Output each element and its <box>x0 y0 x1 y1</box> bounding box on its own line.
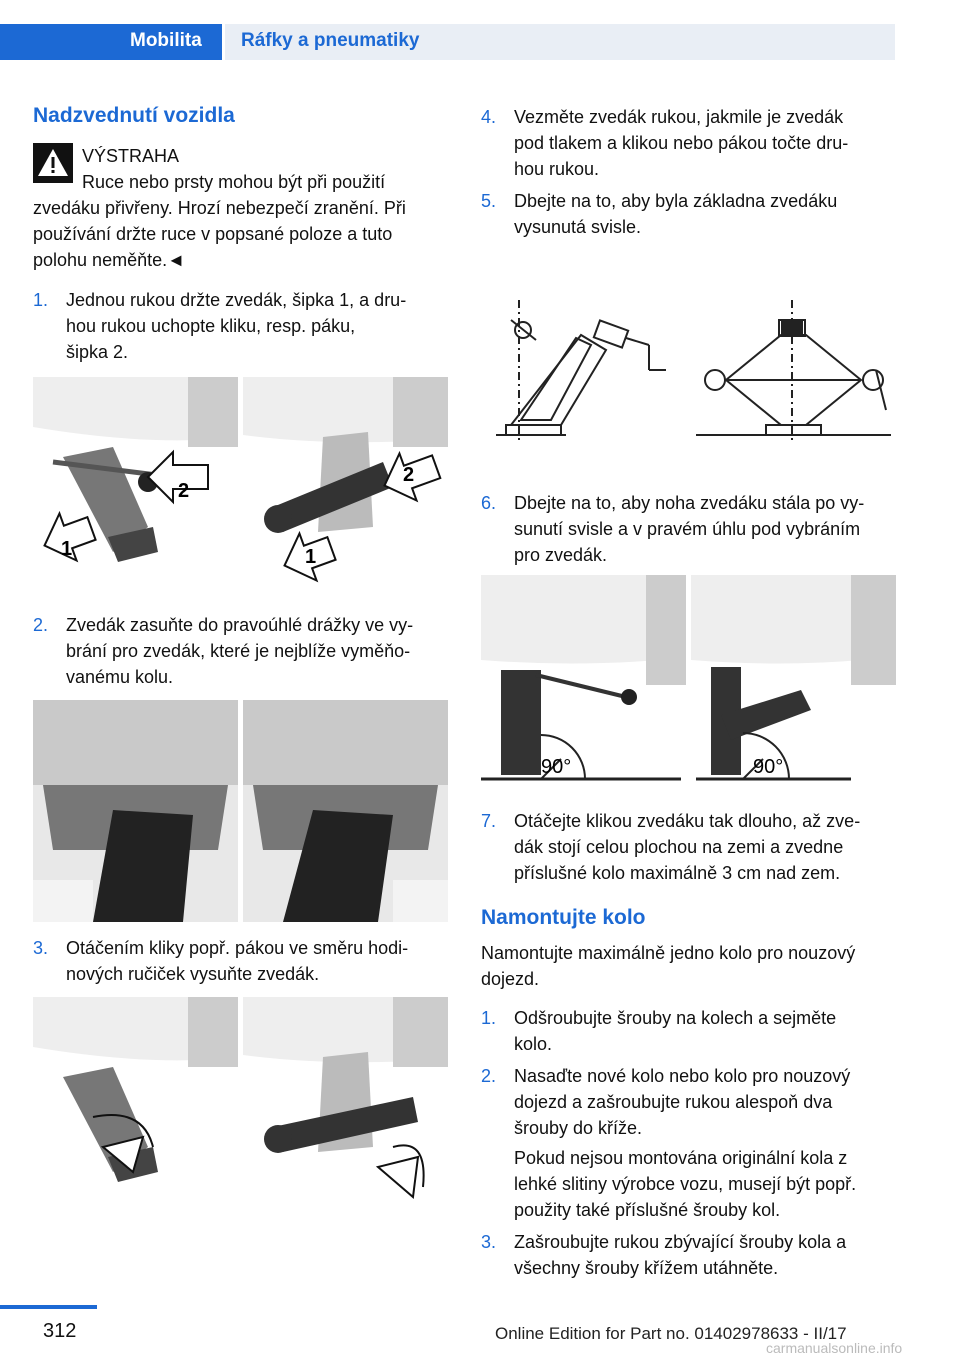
angle-label: 90° <box>753 756 784 778</box>
figure-label: 2 <box>403 464 415 486</box>
step-line: Vezměte zvedák rukou, jakmile je zvedák <box>514 107 844 127</box>
note-line: použity také příslušné šrouby kol. <box>514 1200 781 1220</box>
step-line: kolo. <box>514 1034 553 1054</box>
edition-text: Online Edition for Part no. 01402978633 - II/17 <box>495 1324 847 1343</box>
warning-line: polohu neměňte.◄ <box>33 250 185 270</box>
tab-chapter <box>225 24 895 60</box>
figure-label: 2 <box>178 480 190 502</box>
warning-line: zvedáku přivřeny. Hrozí nebezpečí zranění. Při <box>33 198 406 218</box>
section-label: Mobilita <box>130 30 202 51</box>
step-line: Otáčením kliky popř. pákou ve směru hodi‐ <box>66 938 409 958</box>
step-number: 2. <box>481 1066 497 1086</box>
step-line: nových ručiček vysuňte zvedák. <box>66 964 320 984</box>
watermark: carmanualsonline.info <box>766 1340 903 1356</box>
step-line: dák stojí celou plochou na zemi a zvedne <box>514 837 844 857</box>
step-line: Otáčejte klikou zvedáku tak dlouho, až zve‐ <box>514 811 861 831</box>
step-line: Zašroubujte rukou zbývající šrouby kola a <box>514 1232 847 1252</box>
figure-label: 1 <box>61 538 73 560</box>
warning-line: Ruce nebo prsty mohou být při použití <box>82 172 386 192</box>
figure-label: 1 <box>305 546 317 568</box>
warning-icon <box>33 143 73 188</box>
tab-section <box>0 24 222 60</box>
step-number: 5. <box>481 191 497 211</box>
step-line: vanému kolu. <box>66 667 174 687</box>
step-line: Jednou rukou držte zvedák, šipka 1, a dru‐ <box>66 290 407 310</box>
step-number: 3. <box>481 1232 497 1252</box>
step-line: Nasaďte nové kolo nebo kolo pro nouzový <box>514 1066 851 1086</box>
warning-line: používání držte ruce v popsané poloze a tuto <box>33 224 393 244</box>
step-line: hou rukou. <box>514 159 600 179</box>
page-header <box>0 0 960 62</box>
step-number: 1. <box>33 290 49 310</box>
step-number: 3. <box>33 938 49 958</box>
figure-jack-right-angle <box>481 575 896 790</box>
step-line: pod tlakem a klikou nebo pákou točte dru‐ <box>514 133 849 153</box>
page-number: 312 <box>43 1320 77 1342</box>
step-line: dojezd a zašroubujte rukou alespoň dva <box>514 1092 833 1112</box>
chapter-label: Ráfky a pneumatiky <box>241 30 420 51</box>
step-line: Dbejte na to, aby noha zvedáku stála po vy‐ <box>514 493 865 513</box>
figure-jack-hold <box>33 377 448 592</box>
note-line: lehké slitiny výrobce vozu, musejí být popř. <box>514 1174 857 1194</box>
figure-jack-extend <box>33 997 448 1212</box>
step-line: brání pro zvedák, které je nejblíže vyměňo‐ <box>66 641 411 661</box>
step-line: Zvedák zasuňte do pravoúhlé drážky ve vy‐ <box>66 615 414 635</box>
section-heading: Namontujte kolo <box>481 906 646 929</box>
step-line: vysunutá svisle. <box>514 217 642 237</box>
step-line: šrouby do kříže. <box>514 1118 643 1138</box>
figure-jack-groove <box>33 700 448 927</box>
step-number: 6. <box>481 493 497 513</box>
section-heading: Nadzvednutí vozidla <box>33 104 235 127</box>
step-line: Odšroubujte šrouby na kolech a sejměte <box>514 1008 837 1028</box>
step-line: sunutí svisle a v pravém úhlu pod vybráním <box>514 519 861 539</box>
intro-line: Namontujte maximálně jedno kolo pro nouzový <box>481 943 856 963</box>
step-number: 7. <box>481 811 497 831</box>
step-number: 4. <box>481 107 497 127</box>
figure-jack-vertical <box>481 290 896 455</box>
step-line: Dbejte na to, aby byla základna zvedáku <box>514 191 838 211</box>
step-number: 1. <box>481 1008 497 1028</box>
step-line: všechny šrouby křížem utáhněte. <box>514 1258 779 1278</box>
step-number: 2. <box>33 615 49 635</box>
footer-rule <box>0 1305 97 1309</box>
step-line: pro zvedák. <box>514 545 608 565</box>
note-line: Pokud nejsou montována originální kola z <box>514 1148 848 1168</box>
step-line: šipka 2. <box>66 342 129 362</box>
step-line: příslušné kolo maximálně 3 cm nad zem. <box>514 863 841 883</box>
intro-line: dojezd. <box>481 969 540 989</box>
step-line: hou rukou uchopte kliku, resp. páku, <box>66 316 356 336</box>
angle-label: 90° <box>541 756 572 778</box>
warning-title: VÝSTRAHA <box>82 146 180 166</box>
